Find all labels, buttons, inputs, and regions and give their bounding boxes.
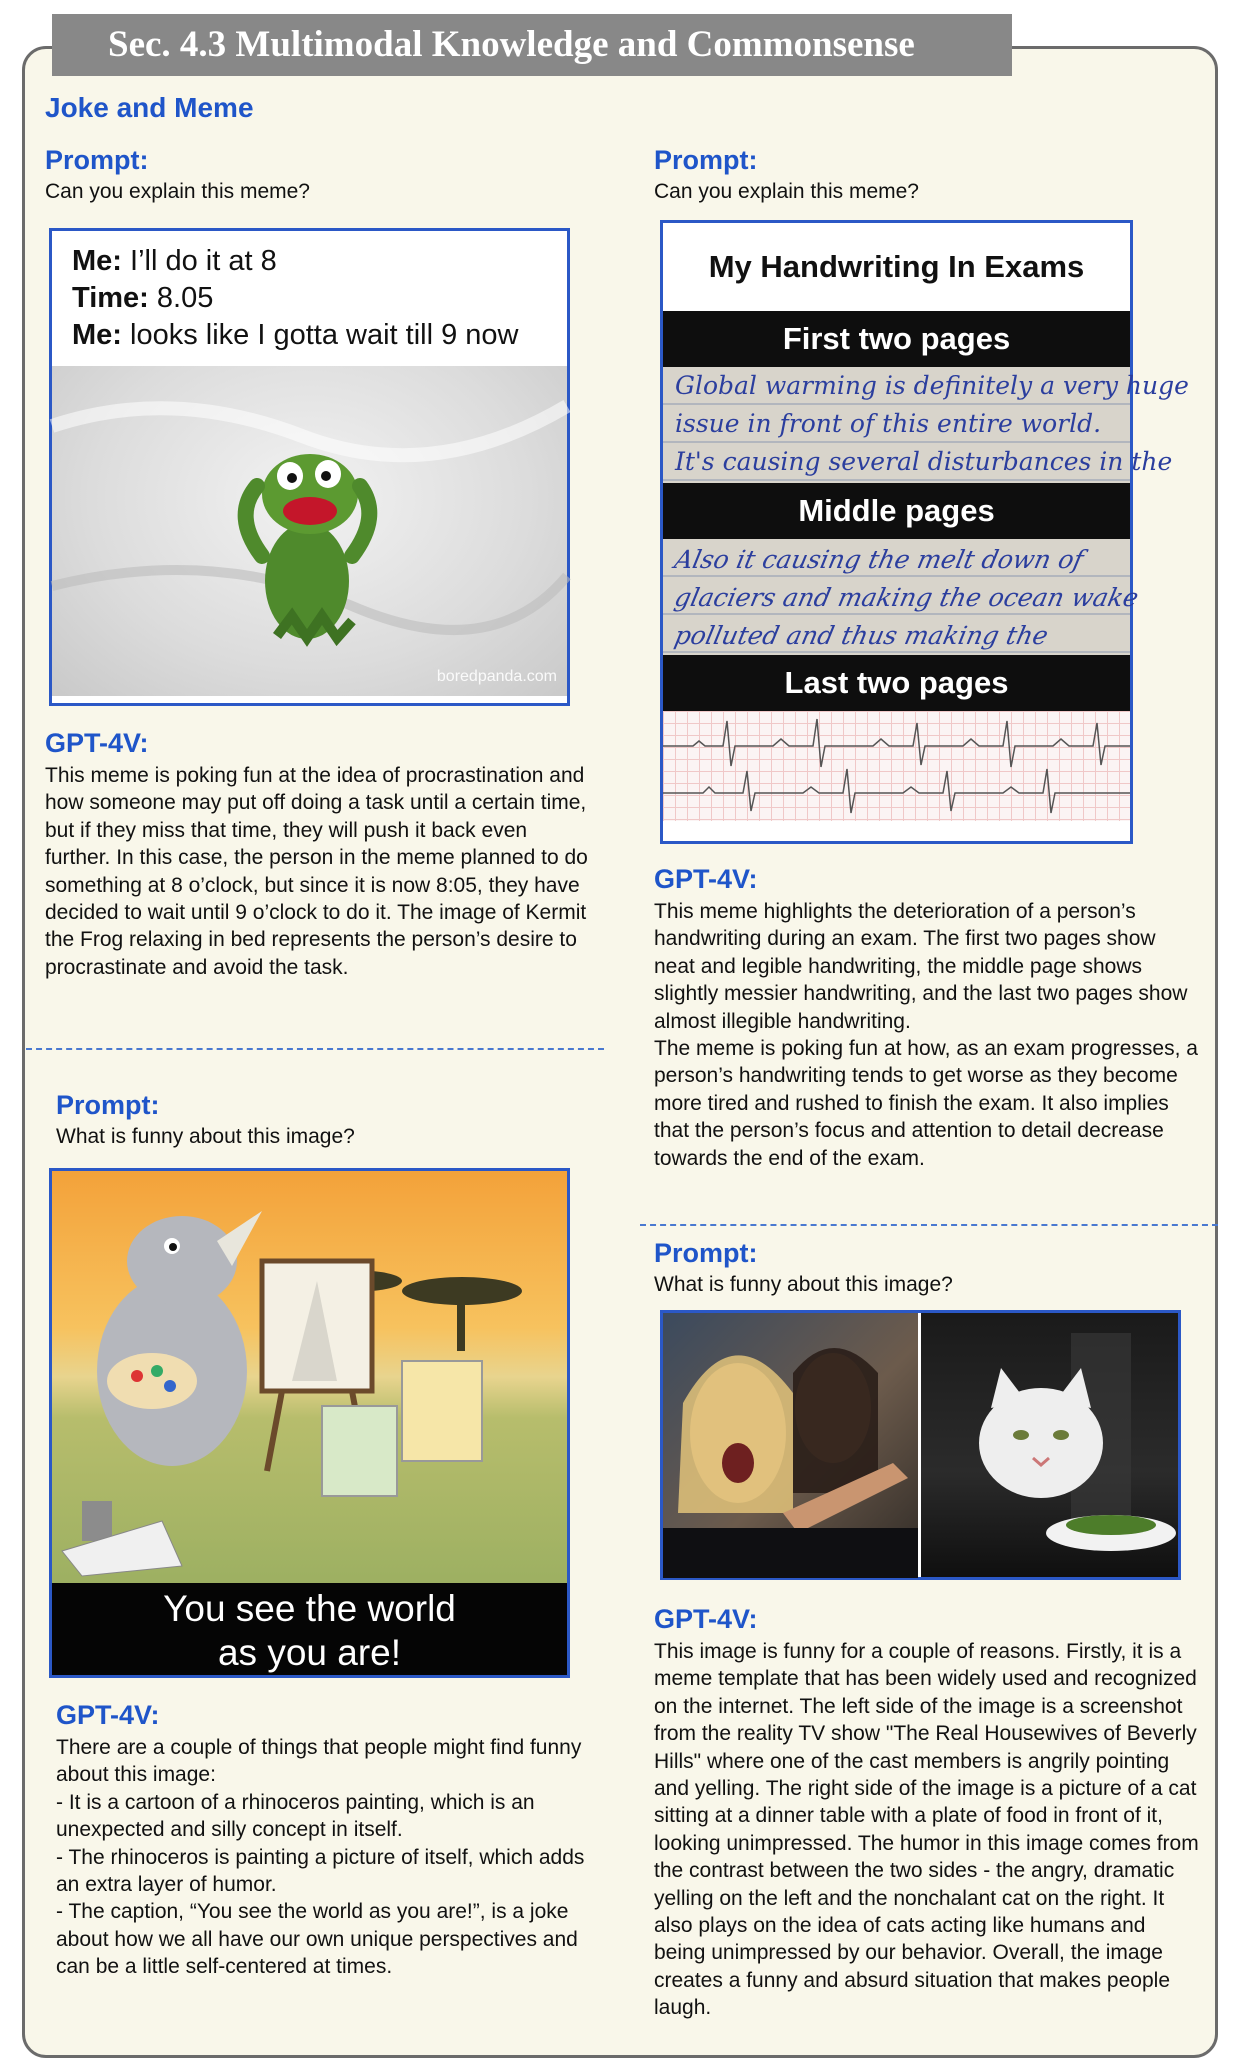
cat-response-text: This image is funny for a couple of reasons. Firstly, it is a meme template that has been widely used and recognized on the internet. The left side of the image is a screenshot from the reality TV show "The Real Housewives of Beverly Hills" where one of the cast members is angrily pointing and yelling. The right side of the image is a picture of a cat sitting at a dinner table with a plate of food in front of it, looking unimpressed. The humor in this image comes from the contrast between the two sides - the angry, dramatic yelling on the left and the nonchalant cat on the right. It also plays on the idea of cats acting like humans and being unimpressed by our behavior. Overall, the image creates a funny and absurd situation that makes people laugh.: [654, 1640, 1199, 2020]
kermit-prompt-text: Can you explain this meme?: [45, 180, 310, 203]
meme-title: My Handwriting In Exams: [663, 223, 1130, 311]
handwriting-line: It's causing several disturbances in the: [675, 447, 1173, 476]
handwriting-messy: [663, 539, 1142, 655]
divider-left: [26, 1048, 604, 1050]
cat-illustration: [921, 1313, 1178, 1577]
handwriting-line: Global warming is definitely a very huge: [675, 371, 1189, 400]
rhino-scene: [52, 1171, 567, 1583]
ecg-scribble: [663, 711, 1130, 821]
kermit-frog-illustration: [52, 366, 567, 696]
women-panel: [663, 1313, 918, 1577]
cat-prompt-text: What is funny about this image?: [654, 1273, 953, 1296]
rhino-caption-text: You see the world as you are!: [163, 1588, 456, 1673]
handwriting-prompt-label: Prompt:: [654, 145, 758, 175]
women-illustration: [663, 1313, 918, 1577]
handwriting-response-label: GPT-4V:: [654, 864, 758, 894]
watermark: boredpanda.com: [436, 668, 557, 685]
rhino-prompt-text: What is funny about this image?: [56, 1125, 355, 1148]
meme-line: Me: looks like I gotta wait till 9 now: [72, 319, 519, 351]
cat-response-label: GPT-4V:: [654, 1604, 758, 1634]
bar-last-pages: Last two pages: [663, 655, 1130, 711]
bar-middle-pages: Middle pages: [663, 483, 1130, 539]
kermit-meme-image: [49, 228, 570, 706]
kermit-meme-caption: [52, 231, 567, 354]
subsection-title: Joke and Meme: [45, 92, 254, 123]
handwriting-line: Also it causing the melt down of: [671, 545, 1087, 574]
handwriting-prompt-text: Can you explain this meme?: [654, 180, 919, 203]
handwriting-line: issue in front of this entire world.: [675, 409, 1102, 438]
kermit-response-text: This meme is poking fun at the idea of procrastination and how someone may put off doing a task until a certain time, but if they miss that time, they will push it back even further. In this case, the person in the meme planned to do something at 8 o’clock, but since it is now 8:05, they have decided to wait until 9 o’clock to do it. The image of Kermit the Frog relaxing in bed represents the person’s desire to procrastinate and avoid the task.: [45, 764, 588, 979]
handwriting-line: glaciers and making the ocean wake: [671, 583, 1142, 612]
kermit-response-label: GPT-4V:: [45, 728, 149, 758]
rhino-response-label: GPT-4V:: [56, 1700, 160, 1730]
rhino-illustration: [52, 1171, 567, 1583]
divider-right: [640, 1224, 1218, 1226]
handwriting-meme-image: [660, 220, 1189, 844]
cat-panel: [921, 1313, 1178, 1577]
meme-line: Me: I’ll do it at 8: [72, 245, 277, 277]
section-banner: Sec. 4.3 Multimodal Knowledge and Commonsense: [52, 14, 1012, 76]
ecg-illustration: [663, 711, 1130, 821]
kermit-photo: [52, 366, 567, 696]
handwriting-response-text: This meme highlights the deterioration of a person’s handwriting during an exam. The first two pages show neat and legible handwriting, the middle page shows slightly messier handwriting, and the last two pages show almost illegible handwriting. The meme is poking fun at how, as an exam progresses, a person’s handwriting tends to get worse as they become more tired and rushed to finish the exam. It also implies that the person’s focus and attention to detail decrease towards the end of the exam.: [654, 900, 1198, 1170]
bar-first-pages: First two pages: [663, 311, 1130, 367]
rhino-prompt-label: Prompt:: [56, 1090, 160, 1120]
rhino-caption: [52, 1583, 567, 1675]
handwriting-neat: [663, 367, 1189, 483]
rhino-cartoon-image: [49, 1168, 570, 1678]
rhino-response-text: There are a couple of things that people might find funny about this image: - It is a cartoon of a rhinoceros painting, which is an unexpected and silly concept in itself. - The rhinoceros is painting a picture of itself, which adds an extra layer of humor. - The caption, “You see the world as you are!”, is a joke about how we all have our own unique perspectives and can be a little self-centered at times.: [56, 1736, 585, 1979]
meme-line: Time: 8.05: [72, 282, 214, 314]
cat-prompt-label: Prompt:: [654, 1238, 758, 1268]
handwriting-line: polluted and thus making the: [671, 621, 1051, 650]
kermit-prompt-label: Prompt:: [45, 145, 149, 175]
woman-yelling-at-cat-image: [660, 1310, 1181, 1580]
